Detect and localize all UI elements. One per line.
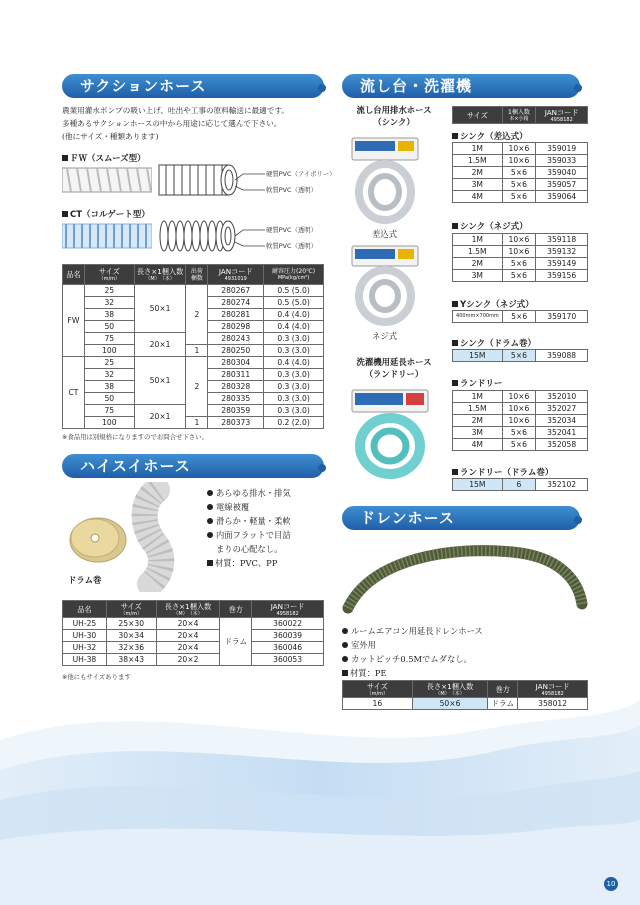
table-row: 4M 5×6 352058 (453, 439, 588, 451)
sink-header-table (452, 106, 588, 124)
col-size: サイズ （m/m） (343, 681, 413, 698)
laundry-product-title: 洗濯機用延長ホース （ランドリー） (356, 357, 432, 379)
col-size: サイズ (453, 107, 503, 124)
ct-callout-2: 軟質PVC（透明） (266, 242, 318, 250)
ct-hose-diagram (158, 219, 238, 253)
y-sink-table (452, 310, 588, 323)
table-row: 16 50×6 ドラム 358012 (343, 698, 588, 710)
table-row: 15M 5×6 359088 (453, 350, 588, 362)
table-row: 75 20×1 280359 0.3 (3.0) (63, 405, 324, 417)
bullet-item: まりの心配なし。 (216, 544, 283, 554)
laundry-hose-pack (350, 388, 430, 480)
cap-neji: ネジ式 (372, 331, 398, 341)
ct-label: CT（コルゲート型） (62, 208, 150, 220)
bullet-item: あらゆる排水・排気 (207, 486, 327, 500)
fw-callout-1: 硬質PVC（アイボリー） (266, 170, 336, 178)
fw-hose-diagram (158, 163, 238, 197)
sink-product-title: 流し台用排水ホース （シンク） (356, 105, 432, 127)
bullet-item: 電線被覆 (207, 500, 327, 514)
group-label: シンク（差込式） (452, 130, 528, 142)
bullet-item: 内面フラットで目詰 (207, 528, 327, 542)
sink-hose-pack-1 (350, 136, 420, 228)
group-label: ランドリー（ドラム巻） (452, 466, 553, 478)
col-pieces: 出荷 梱数 (186, 265, 208, 285)
bullet-item: 滑らか・軽量・柔軟 (207, 514, 327, 528)
table-row: 2M 5×6 359149 (453, 258, 588, 270)
suction-note: ※食品用は別規格になりますのでお問合せ下さい。 (62, 433, 208, 441)
drain-bullets (342, 624, 582, 680)
group-label: シンク（ドラム巻） (452, 337, 536, 349)
table-row: UH-25 25×30 20×4 ドラム 360022 (63, 618, 324, 630)
table-row: UH-38 38×43 20×2 360053 (63, 654, 324, 666)
table-row: FW 25 50×1 2 280267 0.5 (5.0) (63, 285, 324, 297)
table-row: 38 280281 0.4 (4.0) (63, 309, 324, 321)
col-roll: 巻方 (220, 601, 252, 618)
haisui-bullets (207, 486, 327, 570)
intro-line: 農業用灌水ポンプの吸い上げ、吐出や工事の原料輸送に最適です。 (62, 106, 289, 115)
fw-label: ＦＷ（スムーズ型） (62, 152, 146, 164)
group-label: ランドリー (452, 377, 503, 389)
page-number: 10 (604, 877, 618, 891)
table-row: 3M 5×6 359156 (453, 270, 588, 282)
table-row: 38 280328 0.3 (3.0) (63, 381, 324, 393)
cap-sashikomi: 差込式 (372, 229, 398, 239)
bullet-item: 材質：PVC、PP (207, 556, 327, 570)
bullet-item: ルームエアコン用延長ドレンホース (342, 624, 582, 638)
drain-title: ドレンホース (360, 509, 455, 527)
intro-line: (他にサイズ・種類あります) (62, 132, 159, 141)
table-row: 2M 5×6 359040 (453, 167, 588, 179)
ct-hose-image (62, 222, 152, 250)
table-row: 15M 6 352102 (453, 479, 588, 491)
group-label: Yシンク（ネジ式） (452, 298, 534, 310)
fw-callout-lines (235, 168, 265, 196)
table-row: 32 280274 0.5 (5.0) (63, 297, 324, 309)
table-row: 2M 10×6 352034 (453, 415, 588, 427)
col-length: 長さ×1梱入数 （M） （本） (156, 601, 220, 618)
col-size: サイズ （m/m） (106, 601, 156, 618)
table-row: 1.5M 10×6 352027 (453, 403, 588, 415)
table-row: 1.5M 10×6 359033 (453, 155, 588, 167)
sink-section-header (342, 74, 580, 98)
bullet-item: 材質：PE (342, 666, 582, 680)
fw-callout-2: 軟質PVC（透明） (266, 186, 318, 194)
col-pressure: 耐容圧力(20℃) MPa(kg/cm²) (264, 265, 324, 285)
table-row: UH-30 30×34 20×4 360039 (63, 630, 324, 642)
table-row: 32 280311 0.3 (3.0) (63, 369, 324, 381)
group-label: シンク（ネジ式） (452, 220, 528, 232)
col-jan: JANコード 4931019 (208, 265, 264, 285)
col-jan: JANコード 4958182 (536, 107, 588, 124)
col-roll: 巻方 (488, 681, 518, 698)
table-row: 100 1 280373 0.2 (2.0) (63, 417, 324, 429)
drain-hose-image (342, 538, 588, 618)
haisui-section-header (62, 454, 324, 478)
laundry-drum-table (452, 478, 588, 491)
col-jan: JANコード 4958182 (518, 681, 588, 698)
drain-spec-table (342, 680, 588, 710)
table-row: 1.5M 10×6 359132 (453, 246, 588, 258)
drum-label: ドラム巻 (68, 575, 102, 585)
suction-spec-table (62, 264, 324, 429)
table-row: 75 20×1 280243 0.3 (3.0) (63, 333, 324, 345)
table-row: 1M 10×6 359019 (453, 143, 588, 155)
drain-section-header (342, 506, 580, 530)
sink-title: 流し台・洗濯機 (360, 77, 473, 95)
table-row: 400mm×700mm 5×6 359170 (453, 311, 588, 323)
table-row: CT 25 50×1 2 280304 0.4 (4.0) (63, 357, 324, 369)
col-size: サイズ （m/m） (84, 265, 134, 285)
col-count: 1梱入数 本×小箱 (502, 107, 536, 124)
table-row: 100 1 280250 0.3 (3.0) (63, 345, 324, 357)
sink-drum-table (452, 349, 588, 362)
table-row: 1M 10×6 352010 (453, 391, 588, 403)
table-row: 3M 5×6 352041 (453, 427, 588, 439)
col-jan: JANコード 4958182 (252, 601, 324, 618)
col-name: 品名 (63, 265, 85, 285)
suction-intro (62, 104, 332, 143)
ct-callout-1: 硬質PVC（透明） (266, 226, 318, 234)
col-length: 長さ×1梱入数 （M） （本） (412, 681, 488, 698)
sink-sashikomi-table (452, 142, 588, 203)
table-row: UH-32 32×36 20×4 360046 (63, 642, 324, 654)
bullet-item: カットピッチ0.5Mでムダなし。 (342, 652, 582, 666)
col-length: 長さ×1梱入数 （M） （本） (134, 265, 186, 285)
intro-line: 多種あるサクションホースの中から用途に応じて選んで下さい。 (62, 119, 282, 128)
table-row: 1M 10×6 359118 (453, 234, 588, 246)
table-row: 50 280335 0.3 (3.0) (63, 393, 324, 405)
laundry-table (452, 390, 588, 451)
bullet-item: 室外用 (342, 638, 582, 652)
table-row: 4M 5×6 359064 (453, 191, 588, 203)
suction-section-header (62, 74, 324, 98)
fw-hose-image (62, 166, 152, 194)
suction-title: サクションホース (80, 77, 207, 95)
ct-callout-lines (235, 224, 265, 252)
sink-hose-pack-2 (350, 244, 420, 328)
haisui-spec-table (62, 600, 324, 666)
table-row: 50 280298 0.4 (4.0) (63, 321, 324, 333)
table-row: 3M 5×6 359057 (453, 179, 588, 191)
haisui-title: ハイスイホース (80, 457, 191, 475)
haisui-note: ※他にもサイズあります (62, 673, 131, 681)
col-name: 品名 (63, 601, 107, 618)
sink-neji-table (452, 233, 588, 282)
